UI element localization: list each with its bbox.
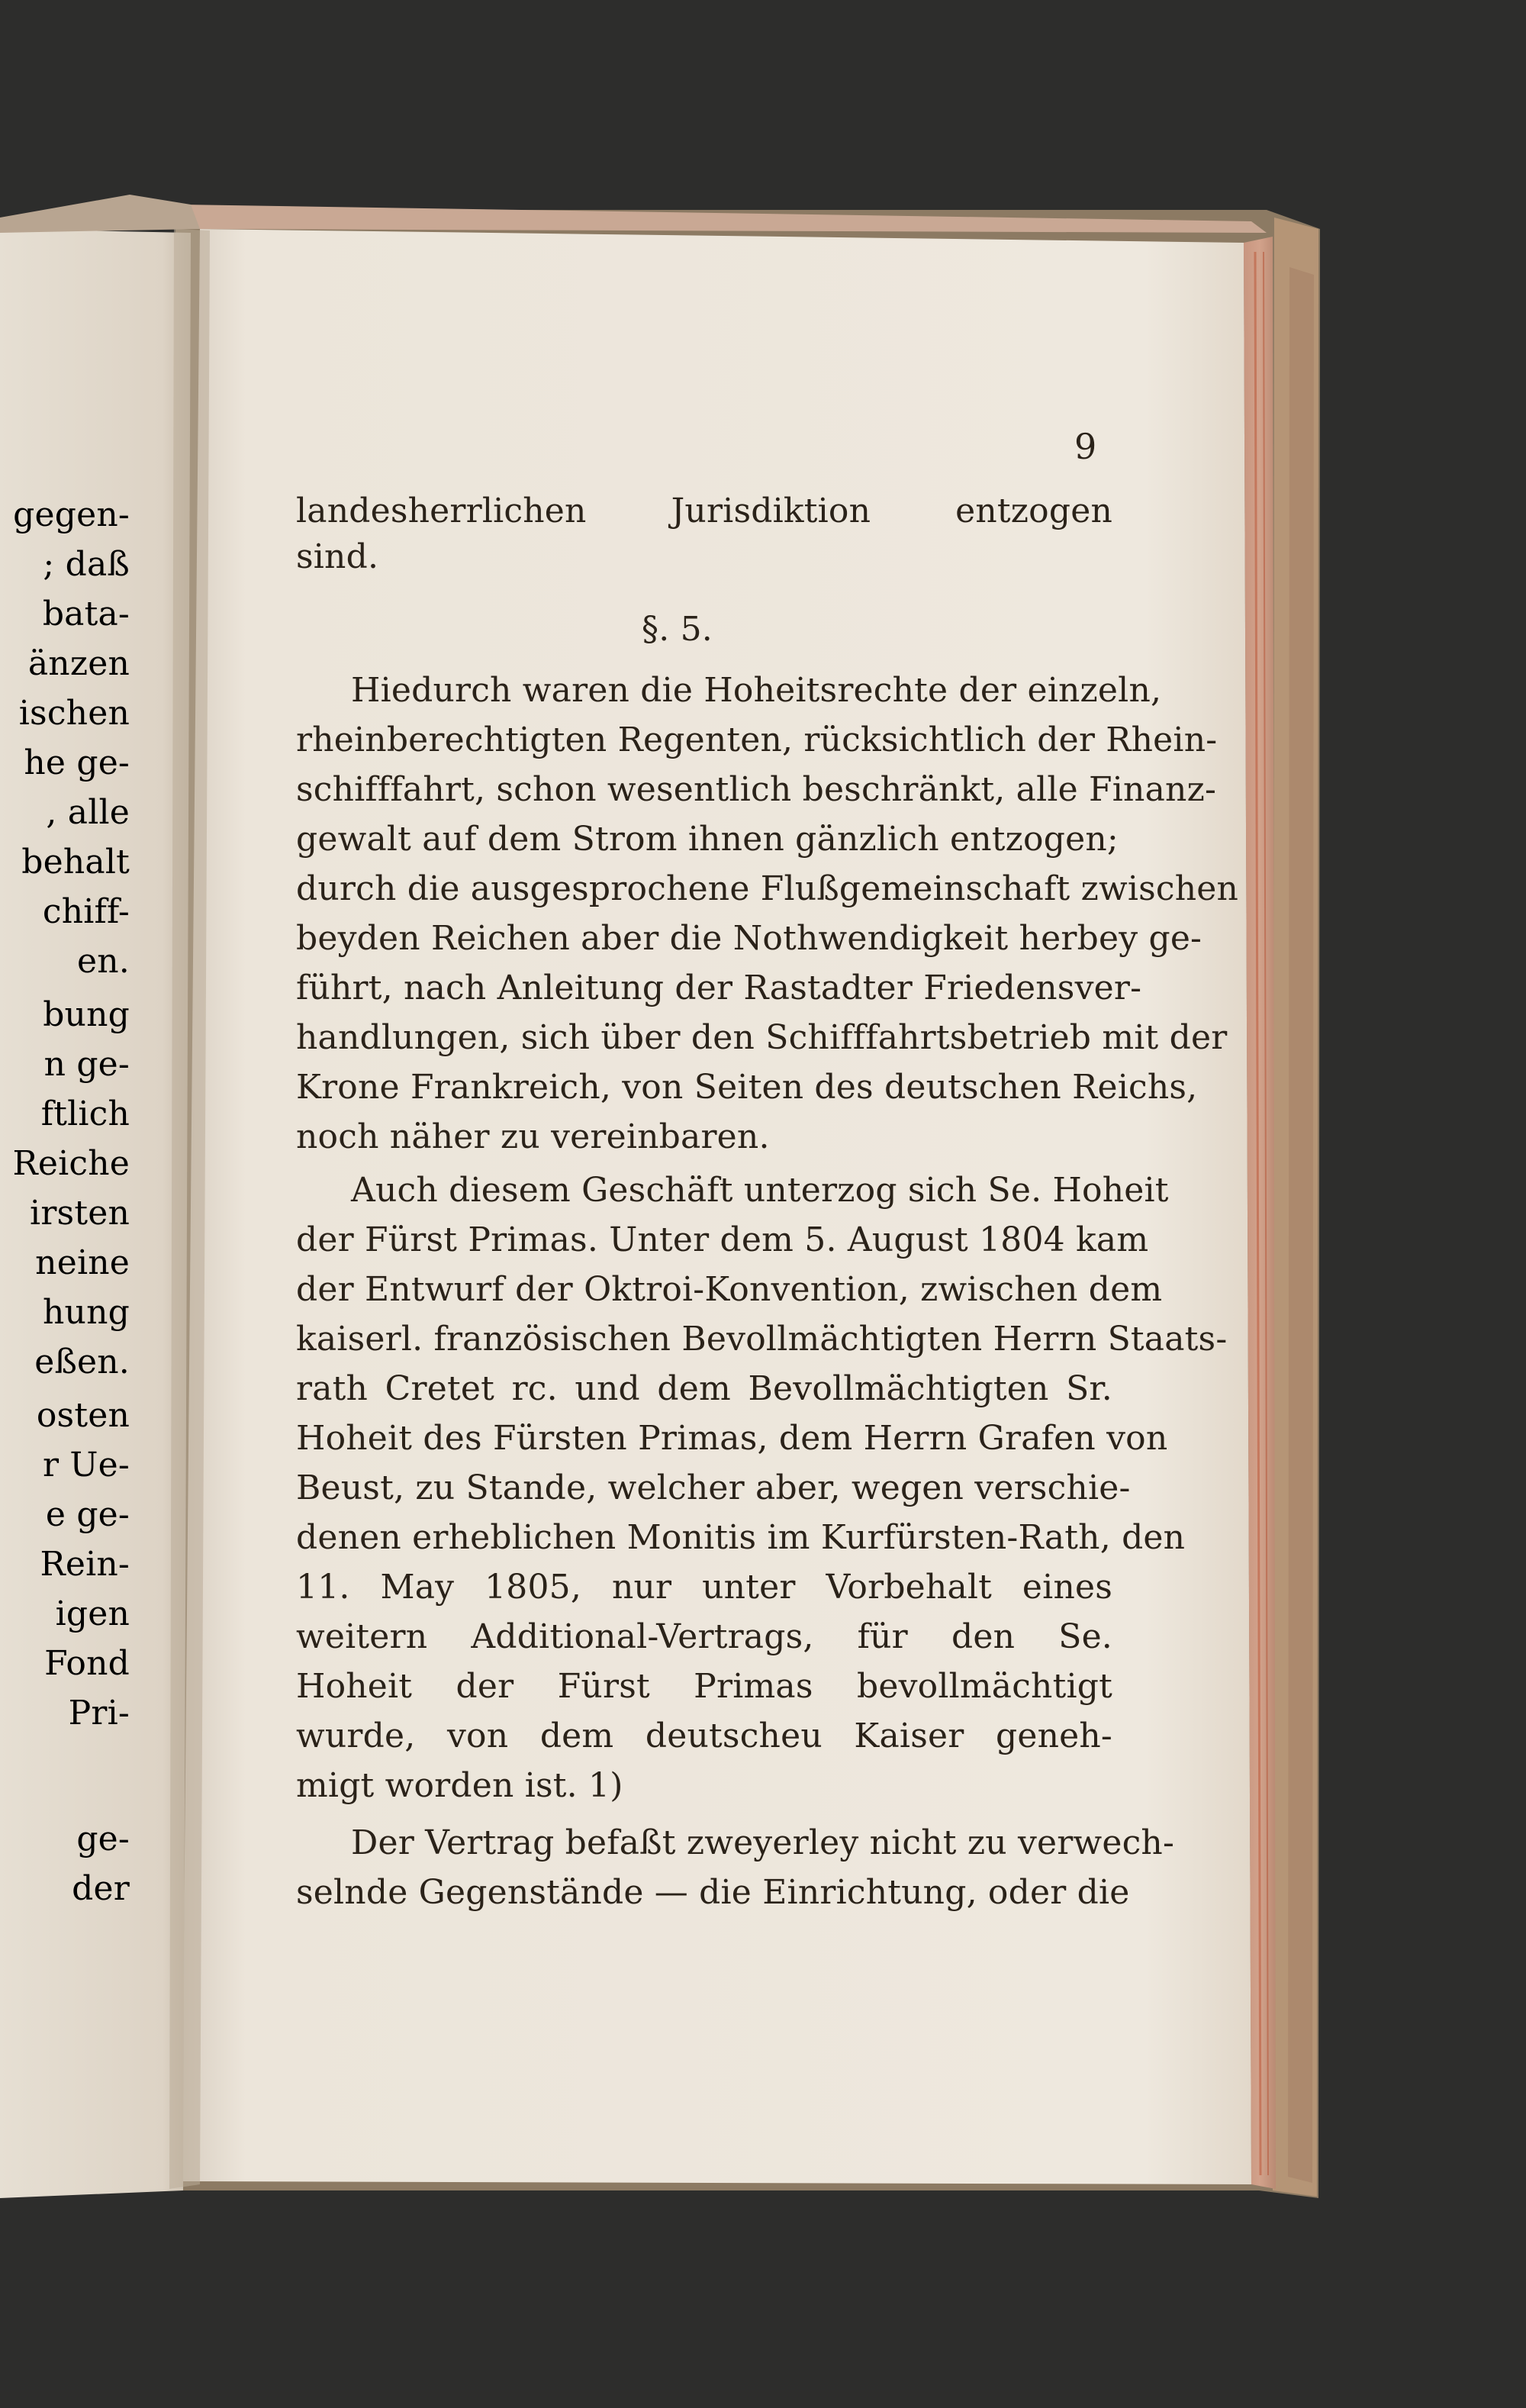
text-line: denen erheblichen Monitis im Kurfürsten-Rath, den <box>296 1518 1186 1557</box>
text-line: der Entwurf der Oktroi-Konvention, zwischen dem <box>296 1270 1163 1309</box>
text-line: selnde Gegenstände — die Einrichtung, oder die <box>296 1873 1130 1912</box>
text-line: wurde, von dem deutscheu Kaiser geneh- <box>296 1717 1112 1755</box>
text-line: kaiserl. französischen Bevollmächtigten Herrn Staats- <box>296 1320 1228 1359</box>
fragment-line: Pri- <box>68 1694 130 1733</box>
text-line: beyden Reichen aber die Nothwendigkeit herbey ge- <box>296 919 1202 958</box>
left-page-text <box>0 458 130 1984</box>
fragment-line: irsten <box>30 1194 130 1233</box>
fragment-line: he ge- <box>24 743 130 782</box>
fragment-line: änzen <box>27 644 130 683</box>
fragment-line: r Ue- <box>42 1446 130 1484</box>
fragment-line: hung <box>43 1293 130 1332</box>
text-line: der Fürst Primas. Unter dem 5. August 1804 kam <box>296 1220 1149 1259</box>
fragment-line: igen <box>55 1594 130 1633</box>
fragment-line: n ge- <box>43 1045 130 1084</box>
fragment-line: , alle <box>46 793 130 832</box>
fragment-line: ge- <box>76 1820 130 1858</box>
text-line: Beust, zu Stande, welcher aber, wegen verschie- <box>296 1468 1131 1507</box>
fragment-line: der <box>72 1869 130 1908</box>
text-line: durch die ausgesprochene Flußgemeinschaft zwischen <box>296 869 1239 908</box>
fragment-line: Rein- <box>40 1545 130 1584</box>
text-line: führt, nach Anleitung der Rastadter Friedensver- <box>296 969 1142 1007</box>
text-line: Hiedurch waren die Hoheitsrechte der einzeln, <box>351 671 1162 710</box>
text-line: landesherrlichen Jurisdiktion entzogen <box>296 492 1112 530</box>
section-heading: §. 5. <box>642 610 713 649</box>
text-line: 11. May 1805, nur unter Vorbehalt eines <box>296 1568 1112 1607</box>
fragment-line: bata- <box>42 595 130 633</box>
text-line: gewalt auf dem Strom ihnen gänzlich entzogen; <box>296 820 1119 859</box>
fragment-line: en. <box>77 942 130 981</box>
fragment-line: neine <box>35 1243 130 1282</box>
text-line: handlungen, sich über den Schifffahrtsbetrieb mit der <box>296 1018 1228 1057</box>
text-line: rheinberechtigten Regenten, rücksichtlich der Rhein- <box>296 720 1218 759</box>
fragment-line: eßen. <box>34 1343 130 1381</box>
text-line: Krone Frankreich, von Seiten des deutschen Reichs, <box>296 1068 1198 1107</box>
text-line: sind. <box>296 537 379 576</box>
fragment-line: ; daß <box>43 545 130 584</box>
text-line: weitern Additional-Vertrags, für den Se. <box>296 1617 1112 1656</box>
fragment-line: chiff- <box>42 892 130 931</box>
text-line: noch näher zu vereinbaren. <box>296 1117 770 1156</box>
fragment-line: Reiche <box>12 1144 130 1183</box>
fragment-line: e ge- <box>45 1495 130 1534</box>
fragment-line: gegen- <box>13 495 130 534</box>
fragment-line: ftlich <box>40 1094 130 1133</box>
fragment-line: behalt <box>21 843 130 882</box>
fragment-line: ischen <box>18 694 130 733</box>
text-line: Der Vertrag befaßt zweyerley nicht zu verwech- <box>351 1823 1175 1862</box>
text-line: Auch diesem Geschäft unterzog sich Se. Hoheit <box>351 1171 1169 1210</box>
fragment-line: Fond <box>44 1644 130 1683</box>
page-number: 9 <box>1074 426 1097 467</box>
text-line: Hoheit der Fürst Primas bevollmächtigt <box>296 1667 1112 1706</box>
fragment-line: osten <box>36 1396 130 1435</box>
text-line: Hoheit des Fürsten Primas, dem Herrn Grafen von <box>296 1419 1168 1458</box>
text-line: migt worden ist. 1) <box>296 1766 623 1805</box>
text-line: rath Cretet rc. und dem Bevollmächtigten Sr. <box>296 1369 1112 1408</box>
fragment-line: bung <box>43 995 130 1034</box>
text-line: schifffahrt, schon wesentlich beschränkt, alle Finanz- <box>296 770 1217 809</box>
